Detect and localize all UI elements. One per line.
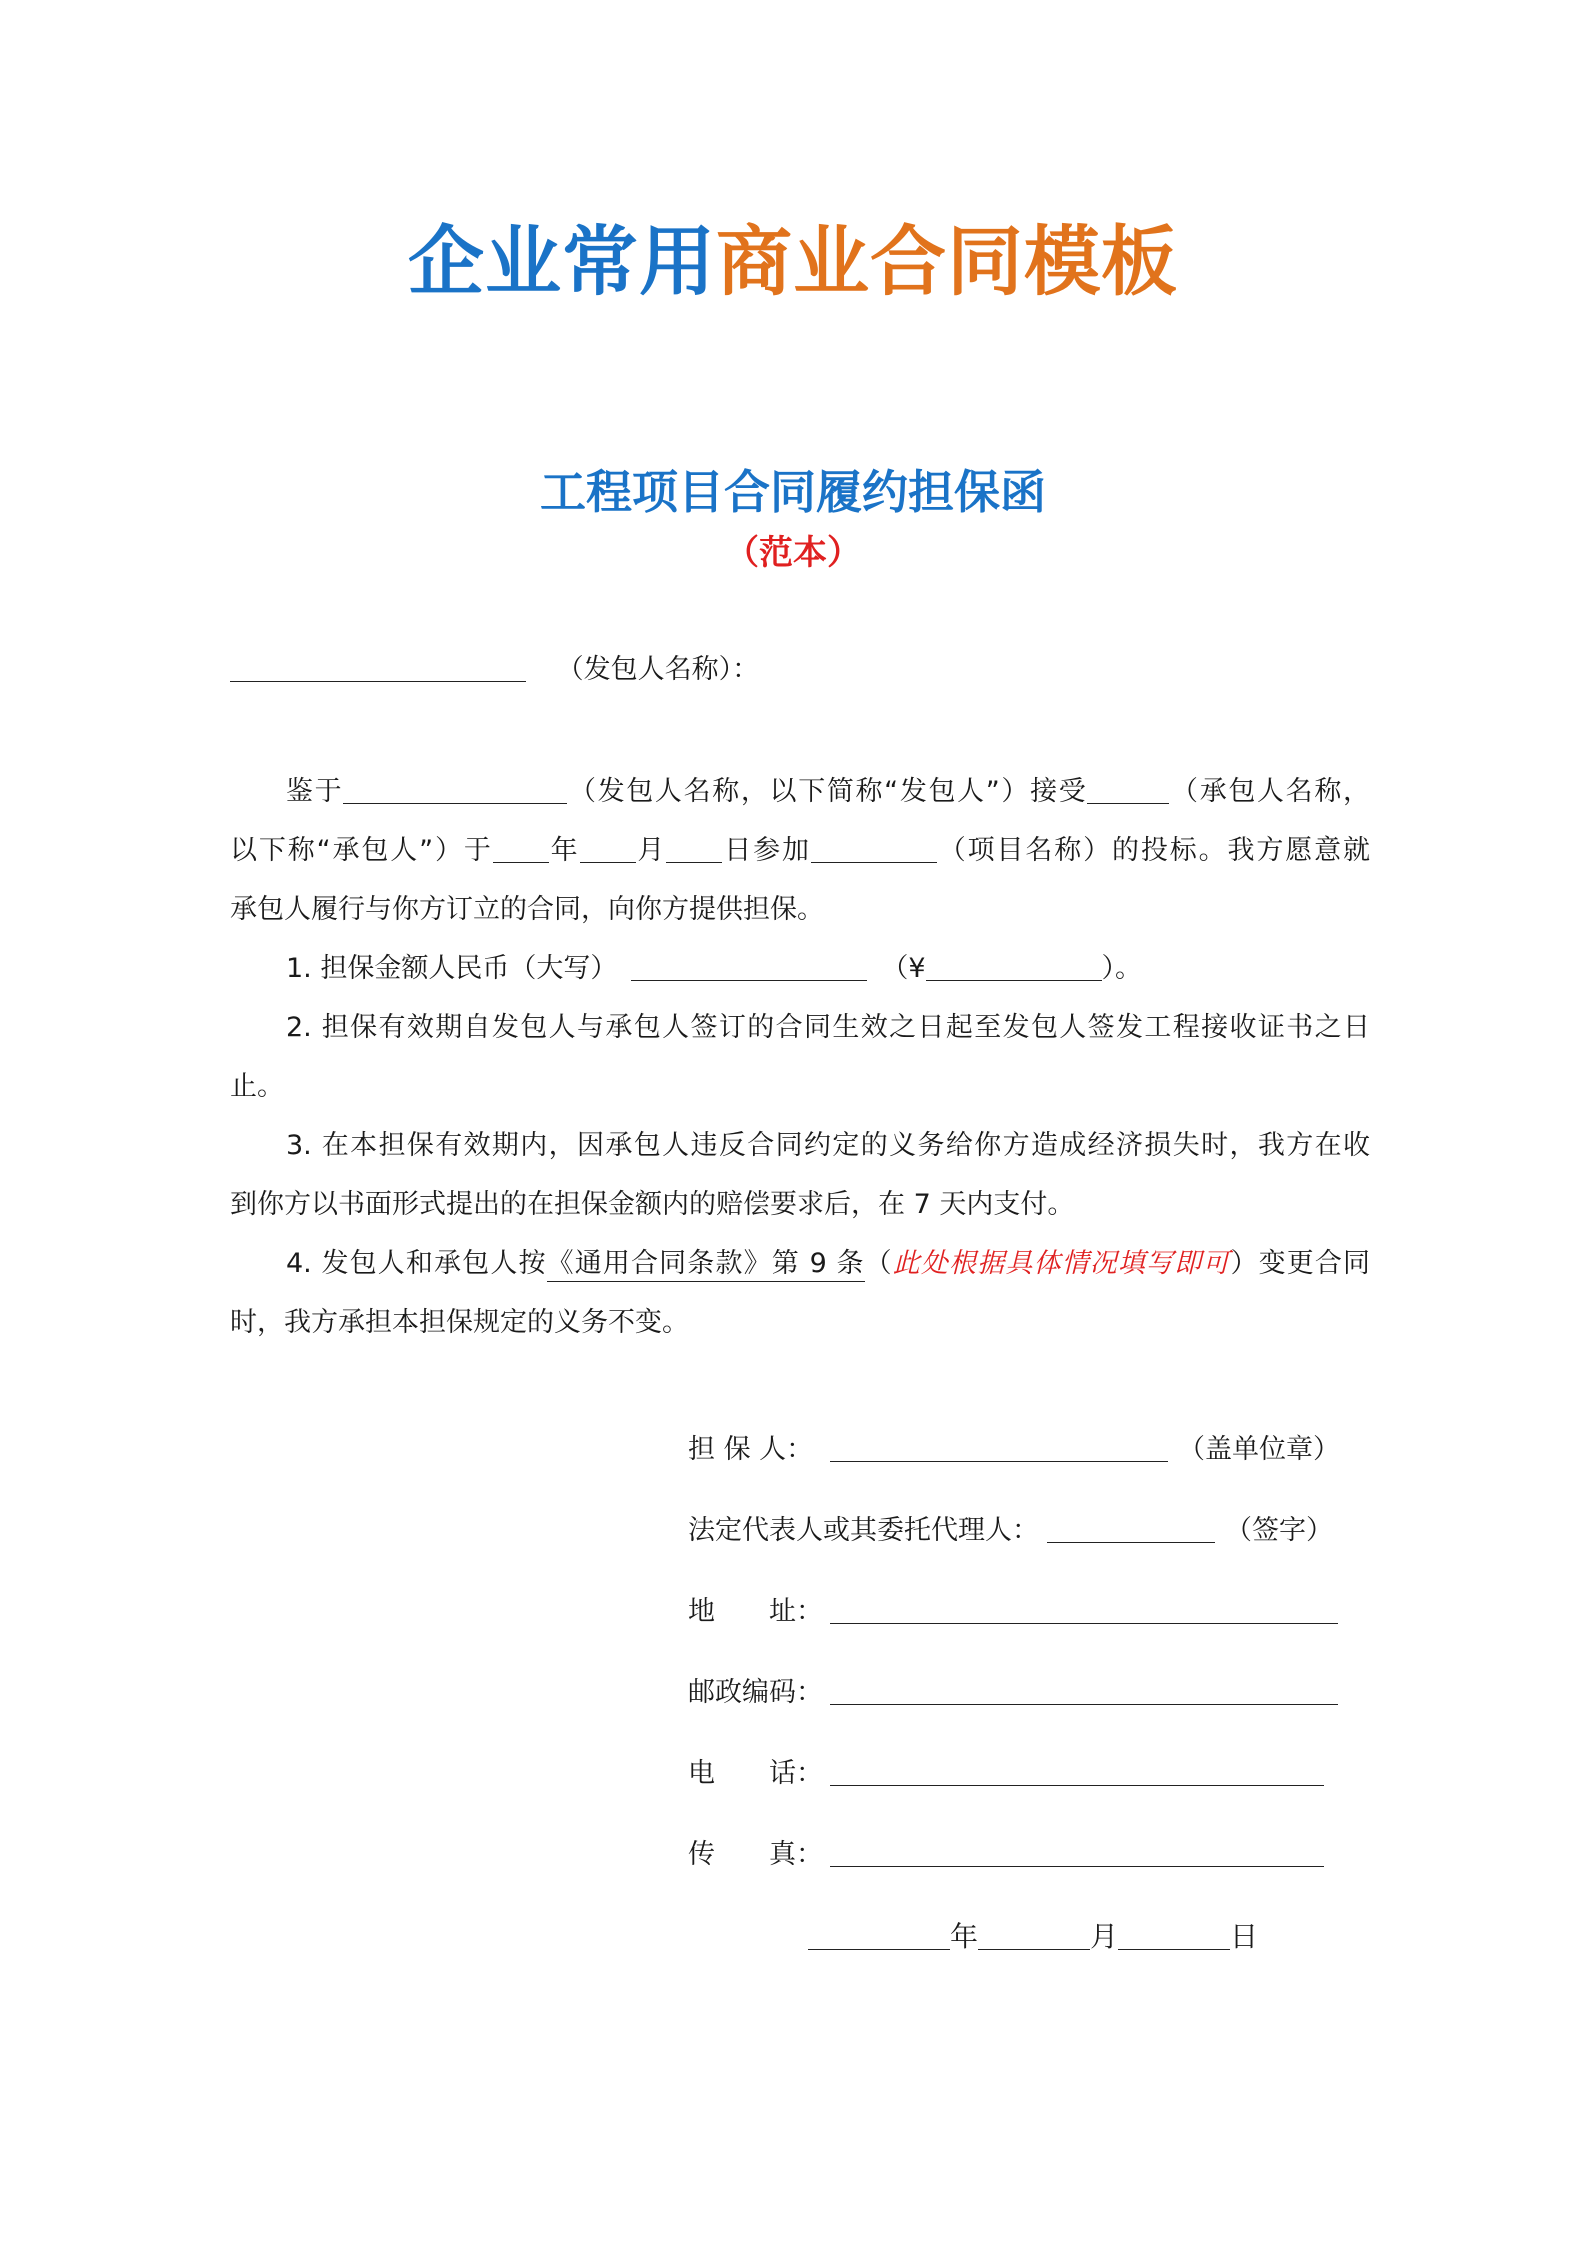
- address-blank[interactable]: [830, 1593, 1338, 1624]
- date-month-label: 月: [1090, 1920, 1119, 1953]
- addressee-line: [230, 645, 759, 695]
- project-name-blank[interactable]: [811, 832, 937, 863]
- letter-body: [230, 762, 1370, 1352]
- text: ）。: [1101, 953, 1143, 984]
- item-2-line-1: 2. 担保有效期自发包人与承包人签订的合同生效之日起至发包人签发工程接收证书之日: [286, 1012, 1370, 1043]
- phone-label: 电 话：: [688, 1758, 823, 1789]
- header-title-part2: 商业合同模板: [716, 217, 1178, 306]
- text: 月: [635, 835, 667, 866]
- text: 以下称“承包人”）于: [230, 835, 493, 866]
- text: （: [864, 1248, 893, 1279]
- guarantor-label: 担 保 人：: [688, 1434, 814, 1465]
- postcode-row: [688, 1663, 1340, 1744]
- representative-suffix: （签字）: [1225, 1515, 1333, 1546]
- postcode-label: 邮政编码：: [688, 1677, 823, 1708]
- document-title: 工程项目合同履约担保函: [540, 465, 1046, 519]
- text: 4. 发包人和承包人按: [286, 1248, 547, 1279]
- amount-words-blank[interactable]: [631, 950, 867, 981]
- paragraph-1-line-3: 承包人履行与你方订立的合同，向你方提供担保。: [230, 894, 824, 925]
- fax-label: 传 真：: [688, 1839, 823, 1870]
- guarantor-row: [688, 1420, 1340, 1501]
- paragraph-1-line-1: [230, 762, 1370, 821]
- item-1: [230, 939, 1370, 998]
- fill-in-note: 此处根据具体情况填写即可: [892, 1248, 1231, 1279]
- date-month-blank[interactable]: [978, 1919, 1090, 1950]
- phone-row: [688, 1744, 1340, 1825]
- date-day-blank[interactable]: [1118, 1919, 1230, 1950]
- guarantor-blank[interactable]: [830, 1431, 1168, 1462]
- item-4-line-1: [230, 1234, 1370, 1293]
- date-line: [808, 1912, 1258, 1962]
- amount-figures-blank[interactable]: [926, 950, 1102, 981]
- month-blank[interactable]: [580, 832, 636, 863]
- representative-blank[interactable]: [1047, 1512, 1215, 1543]
- document-subtitle: （范本）: [725, 533, 861, 573]
- paragraph-1-line-2: [230, 821, 1370, 880]
- fax-row: [688, 1825, 1340, 1906]
- header-title: [0, 212, 1586, 312]
- address-label: 地 址：: [688, 1596, 823, 1627]
- text: 年: [548, 835, 580, 866]
- text: （项目名称）的投标。我方愿意就: [936, 835, 1371, 866]
- date-year-blank[interactable]: [808, 1919, 950, 1950]
- phone-blank[interactable]: [830, 1755, 1324, 1786]
- date-year-label: 年: [950, 1920, 979, 1953]
- address-row: [688, 1582, 1340, 1663]
- text: （承包人名称，: [1169, 776, 1370, 807]
- date-day-label: 日: [1230, 1920, 1259, 1953]
- text: 日参加: [722, 835, 811, 866]
- postcode-blank[interactable]: [830, 1674, 1338, 1705]
- text: 1. 担保金额人民币（大写）: [286, 953, 618, 984]
- day-blank[interactable]: [666, 832, 722, 863]
- addressee-label: （发包人名称）：: [556, 654, 760, 685]
- representative-label: 法定代表人或其委托代理人：: [688, 1515, 1039, 1546]
- header-title-part1: 企业常用: [408, 217, 716, 306]
- general-terms-reference: 《通用合同条款》第 9 条: [547, 1248, 865, 1282]
- fax-blank[interactable]: [830, 1836, 1324, 1867]
- text: （发包人名称，以下简称“发包人”）接受: [567, 776, 1088, 807]
- signature-block: [688, 1420, 1340, 1906]
- representative-row: [688, 1501, 1340, 1582]
- addressee-blank[interactable]: [230, 651, 526, 682]
- text: 鉴于: [286, 776, 344, 807]
- item-3-line-1: 3. 在本担保有效期内，因承包人违反合同约定的义务给你方造成经济损失时，我方在收: [286, 1130, 1370, 1161]
- item-3-line-2: 到你方以书面形式提出的在担保金额内的赔偿要求后，在 7 天内支付。: [230, 1189, 1075, 1220]
- item-2-line-2: 止。: [230, 1071, 284, 1102]
- text: ）变更合同: [1230, 1248, 1371, 1279]
- item-4-line-2: 时，我方承担本担保规定的义务不变。: [230, 1307, 689, 1338]
- year-blank[interactable]: [493, 832, 549, 863]
- contractor-name-blank[interactable]: [1087, 773, 1169, 804]
- text: （¥: [881, 953, 926, 984]
- employer-name-blank[interactable]: [343, 773, 567, 804]
- guarantor-suffix: （盖单位章）: [1178, 1434, 1340, 1465]
